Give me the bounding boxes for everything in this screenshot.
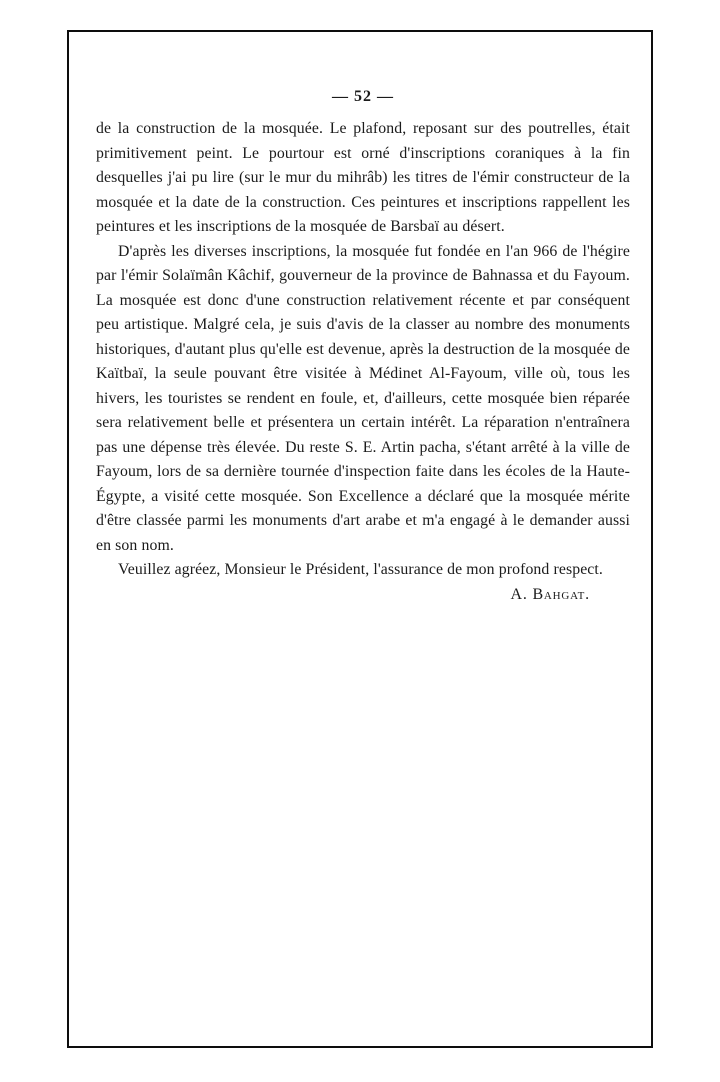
page-content — [96, 88, 630, 1026]
paragraph: de la construction de la mosquée. Le plafond, reposant sur des poutrelles, était primitivement peint. Le pourtour est orné d'inscriptions coraniques à la fin desquelles j'ai pu lire (sur le mur du mihrâb) les titres de l'émir constructeur de la mosquée et la date de la construction. Ces peintures et inscriptions rappellent les peintures et les inscriptions de la mosquée de Barsbaï au désert. — [96, 120, 630, 235]
page-number: — 52 — — [332, 88, 394, 105]
signature: A. Bahgat. — [510, 585, 590, 603]
page-frame — [67, 30, 653, 1048]
paragraph: Veuillez agréez, Monsieur le Président, l'assurance de mon profond respect. — [118, 561, 603, 578]
body-text — [96, 117, 630, 583]
paragraph: D'après les diverses inscriptions, la mosquée fut fondée en l'an 966 de l'hégire par l'émir Solaïmân Kâchif, gouverneur de la province de Bahnassa et du Fayoum. La mosquée est donc d'une construction relativement récente et par conséquent peu artistique. Malgré cela, je suis d'avis de la classer au nombre des monuments historiques, d'autant plus qu'elle est devenue, après la destruction de la mosquée de Kaïtbaï, la seule pouvant être visitée à Médinet Al-Fayoum, ville où, tous les hivers, les touristes se rendent en foule, et, d'ailleurs, cette mosquée bien réparée sera relativement belle et présentera un certain intérêt. La réparation n'entraînera pas une dépense très élevée. Du reste S. E. Artin pacha, s'étant arrêté à la ville de Fayoum, lors de sa dernière tournée d'inspection faite dans les écoles de la Haute-Égypte, a visité cette mosquée. Son Excellence a déclaré que la mosquée mérite d'être classée parmi les monuments d'art arabe et m'a engagé à le demander aussi en son nom. — [96, 242, 630, 554]
